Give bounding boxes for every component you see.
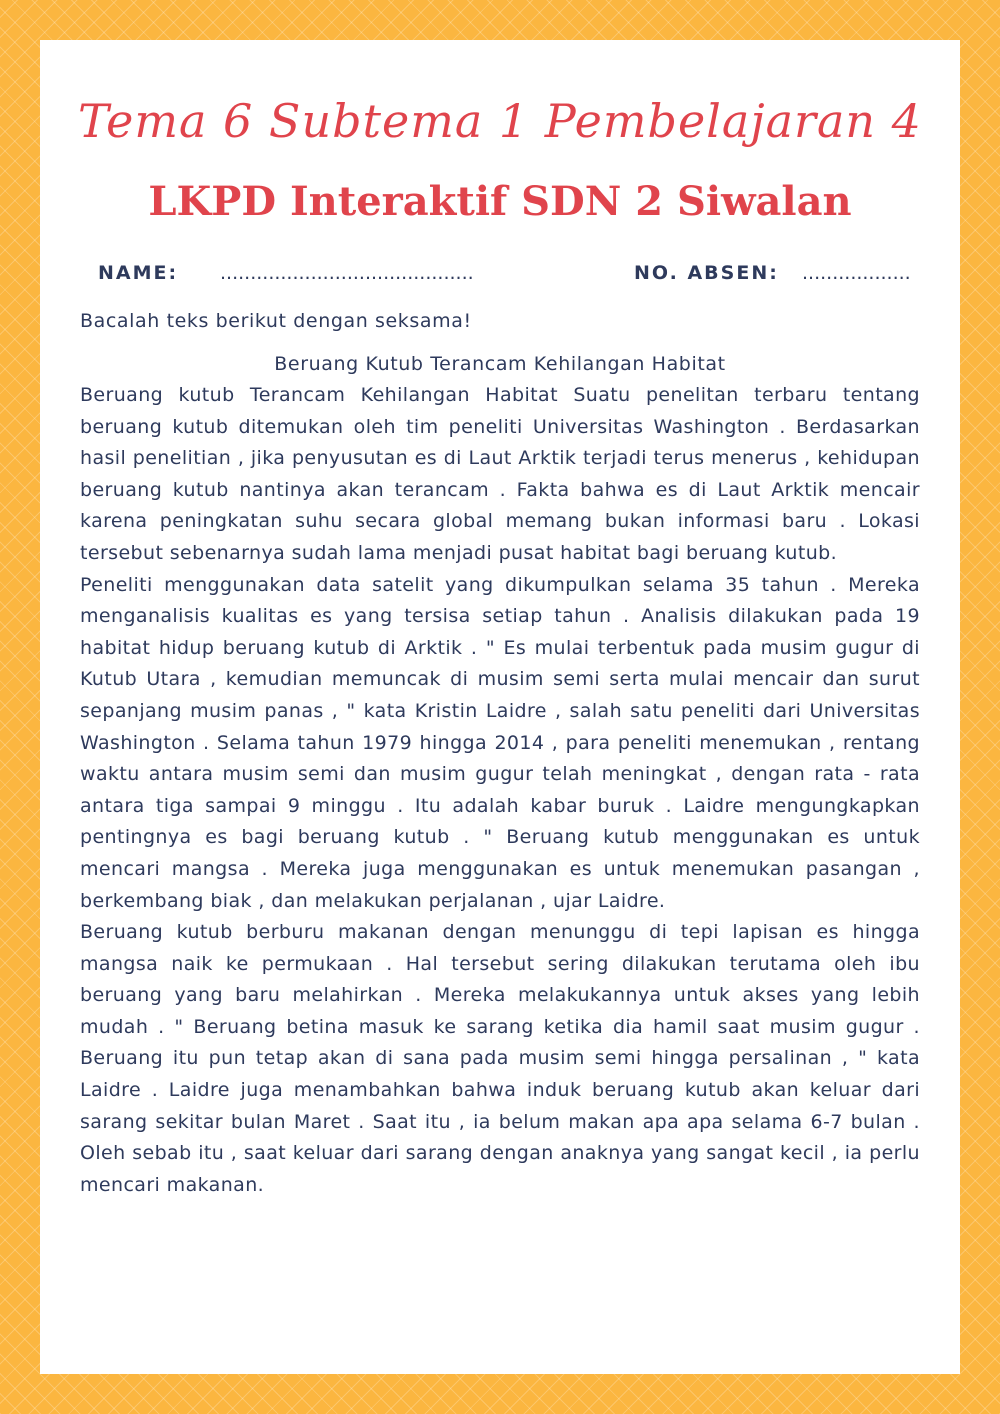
- absen-field[interactable]: ..................: [802, 262, 911, 284]
- story-paragraph-2: Peneliti menggunakan data satelit yang dikumpulkan selama 35 tahun . Mereka menganalisis kualitas es yang tersisa setiap tahun . Analisis dilakukan pada 19 habitat hidup beruang kutub di Arktik . " Es mulai terbentuk pada musim gugur di Kutub Utara , kemudian memuncak di musim semi serta mulai mencair dan surut sepanjang musim panas , " kata Kristin Laidre , salah satu peneliti dari Universitas Washington . Selama tahun 1979 hingga 2014 , para peneliti menemukan , rentang waktu antara musim semi dan musim gugur telah meningkat , dengan rata - rata antara tiga sampai 9 minggu . Itu adalah kabar buruk . Laidre mengungkapkan pentingnya es bagi beruang kutub . " Beruang kutub menggunakan es untuk mencari mangsa . Mereka juga menggunakan es untuk menemukan pasangan , berkembang biak , dan melakukan perjalanan , ujar Laidre.: [80, 573, 920, 912]
- absen-label: NO. ABSEN:: [634, 262, 779, 284]
- story-paragraph-1: Beruang kutub Terancam Kehilangan Habitat Suatu penelitan terbaru tentang beruang kutub ditemukan oleh tim peneliti Universitas Washington . Berdasarkan hasil penelitian , jika penyusutan es di Laut Arktik terjadi terus menerus , kehidupan beruang kutub nantinya akan terancam . Fakta bahwa es di Laut Arktik mencair karena peningkatan suhu secara global memang bukan informasi baru . Lokasi tersebut sebenarnya sudah lama menjadi pusat habitat bagi beruang kutub.: [80, 384, 920, 564]
- name-label: NAME:: [98, 262, 179, 284]
- story-body: [80, 380, 920, 1201]
- instruction-text: Bacalah teks berikut dengan seksama!: [80, 310, 472, 332]
- worksheet-page: [40, 40, 960, 1374]
- page-title-theme: Tema 6 Subtema 1 Pembelajaran 4: [78, 94, 922, 148]
- student-info-row: [40, 262, 960, 292]
- story-paragraph-3: Beruang kutub berburu makanan dengan menunggu di tepi lapisan es hingga mangsa naik ke permukaan . Hal tersebut sering dilakukan terutama oleh ibu beruang yang baru melahirkan . Mereka melakukannya untuk akses yang lebih mudah . " Beruang betina masuk ke sarang ketika dia hamil saat musim gugur . Beruang itu pun tetap akan di sana pada musim semi hingga persalinan , " kata Laidre . Laidre juga menambahkan bahwa induk beruang kutub akan keluar dari sarang sekitar bulan Maret . Saat itu , ia belum makan apa apa selama 6-7 bulan . Oleh sebab itu , saat keluar dari sarang dengan anaknya yang sangat kecil , ia perlu mencari makanan.: [80, 921, 920, 1196]
- page-title-school: LKPD Interaktif SDN 2 Siwalan: [148, 178, 852, 225]
- name-field[interactable]: ..........................................: [220, 262, 474, 284]
- story-title: Beruang Kutub Terancam Kehilangan Habitat: [274, 353, 726, 375]
